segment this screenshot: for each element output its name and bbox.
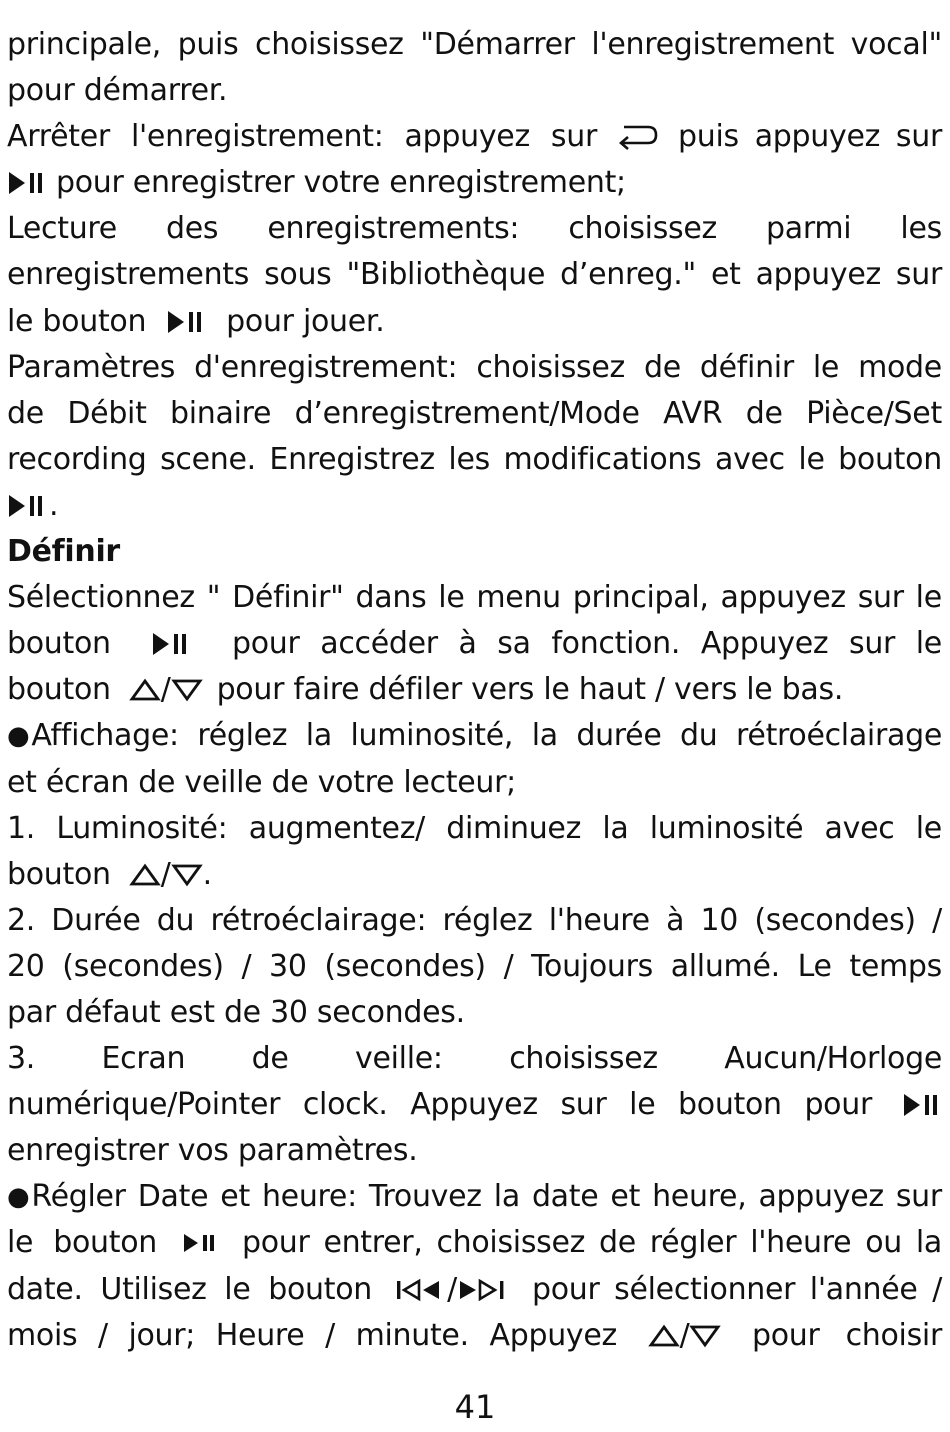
word: choisissez	[509, 1041, 658, 1077]
word: Ecran	[101, 1041, 186, 1077]
word: allumé.	[670, 948, 780, 984]
word: veille:	[355, 1041, 443, 1077]
text-line	[7, 1082, 942, 1128]
word: menu	[476, 580, 561, 616]
word: Toujours	[531, 948, 653, 984]
word: pour	[532, 1271, 600, 1307]
word: temps	[849, 948, 942, 984]
word: d’enreg."	[560, 257, 696, 293]
play-pause-icon	[902, 1092, 942, 1118]
bullet: ●	[7, 721, 30, 752]
word: le	[224, 1271, 251, 1307]
word: choisir	[845, 1317, 942, 1353]
word: sur	[550, 119, 597, 155]
word: recording	[7, 441, 147, 477]
word: sur	[895, 257, 942, 293]
word: du	[156, 902, 195, 938]
document-page	[7, 22, 942, 1359]
word: réglez	[442, 902, 533, 938]
word: le	[812, 349, 840, 385]
word: de	[643, 349, 681, 385]
down-triangle-icon	[171, 863, 203, 887]
word: binaire	[170, 395, 272, 431]
word: luminosité	[649, 810, 804, 846]
word: 10	[700, 902, 739, 938]
word: d’enregistrement/Mode	[294, 395, 640, 431]
word: bouton	[268, 1271, 372, 1307]
text-line	[7, 944, 942, 990]
word: les	[448, 441, 490, 477]
word: Utilisez	[100, 1271, 207, 1307]
word: "Bibliothèque	[346, 257, 546, 293]
text-line	[7, 206, 942, 252]
word: 2.	[7, 902, 36, 938]
word: diminuez	[446, 810, 582, 846]
word: (secondes)	[62, 948, 224, 984]
word: modifications	[503, 441, 702, 477]
word: régler	[649, 1225, 737, 1261]
word: entrer,	[323, 1225, 423, 1261]
text-line: .	[7, 483, 942, 529]
word: sélectionner	[614, 1271, 796, 1307]
word: le	[629, 1087, 656, 1123]
word: Appuyez	[700, 626, 829, 662]
word: Définir"	[232, 580, 344, 616]
word: Aucun/Horloge	[724, 1041, 942, 1077]
word: fonction.	[551, 626, 681, 662]
word: l'enregistrement:	[130, 119, 384, 155]
down-triangle-icon	[171, 678, 203, 702]
text-line	[7, 114, 942, 160]
word: numérique/Pointer	[7, 1087, 281, 1123]
word: de	[745, 395, 783, 431]
word: l'heure	[750, 1225, 852, 1261]
word: pour	[752, 1317, 820, 1353]
word: à	[666, 902, 685, 938]
text-line: enregistrer vos paramètres.	[7, 1133, 418, 1169]
word: le	[438, 580, 465, 616]
word: parmi	[766, 211, 852, 247]
text-line: date. Utilisez le bouton / pour sélectionner l'année /	[7, 1267, 942, 1313]
word: enregistrements	[7, 257, 250, 293]
section-heading: Définir	[7, 534, 120, 570]
word: 20	[7, 948, 45, 984]
word: mode	[858, 349, 942, 385]
text-line: mois / jour; Heure / minute. Appuyez / pour choisir	[7, 1313, 942, 1359]
word: /	[98, 1317, 108, 1353]
text-line: ● Régler Date et heure: Trouvez la date et heure, appuyez sur	[7, 1174, 942, 1220]
play-pause-icon	[166, 309, 206, 335]
word: 30	[269, 948, 307, 984]
word: rétroéclairage:	[210, 902, 427, 938]
word: /	[503, 948, 514, 984]
word: (secondes)	[324, 948, 486, 984]
text-line	[7, 806, 942, 852]
word: bouton	[678, 1087, 782, 1123]
word: des	[166, 211, 219, 247]
text-line: bouton / .	[7, 856, 212, 892]
word: bouton	[53, 1225, 157, 1261]
text-line	[7, 252, 942, 298]
text-line	[7, 22, 942, 68]
word: l'année	[809, 1271, 918, 1307]
word: pour	[242, 1225, 310, 1261]
word: minute.	[355, 1317, 469, 1353]
word: l'heure	[548, 902, 650, 938]
word: définir	[699, 349, 794, 385]
word: enregistrements:	[267, 211, 520, 247]
word: 1.	[7, 810, 36, 846]
text-line	[7, 345, 942, 391]
text-line: bouton pour accéder à sa fonction. Appuyez sur le	[7, 621, 942, 667]
text-line: ● Affichage: réglez la luminosité, la durée du rétroéclairage	[7, 713, 942, 759]
next-track-icon	[457, 1278, 509, 1302]
word: Paramètres	[7, 349, 176, 385]
previous-track-icon	[395, 1278, 447, 1302]
text-line: et écran de veille de votre lecteur;	[7, 764, 516, 800]
word: ou	[865, 1225, 902, 1261]
word: sur	[848, 626, 896, 662]
play-pause-icon	[7, 493, 47, 519]
word: dans	[355, 580, 427, 616]
word: 3.	[7, 1041, 36, 1077]
word: Appuyez	[410, 1087, 538, 1123]
word: principale,	[7, 27, 162, 62]
word: /	[932, 1271, 942, 1307]
word: de	[599, 1225, 636, 1261]
page-number: 41	[454, 1388, 496, 1426]
text-line: pour démarrer.	[7, 73, 228, 109]
word: le	[7, 1225, 34, 1261]
word: choisissez	[476, 349, 625, 385]
word: appuyez	[720, 580, 846, 616]
word: scene.	[160, 441, 256, 477]
word: (secondes)	[754, 902, 916, 938]
word: /	[241, 948, 252, 984]
word: et	[710, 257, 741, 293]
word: appuyez	[404, 119, 530, 155]
word: avec	[714, 441, 785, 477]
word: le	[915, 810, 942, 846]
word: Le	[797, 948, 832, 984]
word: pour	[804, 1087, 872, 1123]
play-pause-icon	[7, 170, 47, 196]
word: sur	[895, 119, 942, 155]
word: AVR	[663, 395, 723, 431]
word: pour	[232, 626, 300, 662]
text-line	[7, 1220, 942, 1266]
bullet: ●	[7, 1182, 30, 1213]
word: Durée	[51, 902, 141, 938]
word: le	[915, 580, 942, 616]
word: "	[206, 580, 221, 616]
word: appuyez	[755, 257, 881, 293]
word: date.	[7, 1271, 83, 1307]
back-arrow-icon	[616, 124, 660, 150]
word: /	[932, 902, 942, 938]
text-line	[7, 575, 942, 621]
word: accéder	[320, 626, 438, 662]
word: jour;	[128, 1317, 196, 1353]
word: sur	[857, 580, 904, 616]
text-line: pour enregistrer votre enregistrement;	[7, 160, 942, 206]
word: puis	[177, 27, 239, 62]
word: sous	[264, 257, 332, 293]
play-pause-icon	[151, 631, 191, 657]
play-pause-icon	[182, 1231, 218, 1255]
up-triangle-icon	[129, 863, 161, 887]
down-triangle-icon	[689, 1324, 721, 1348]
word: sur	[560, 1087, 607, 1123]
word: vocal"	[850, 27, 942, 62]
word: Luminosité:	[56, 810, 228, 846]
text-line: le bouton pour jouer.	[7, 303, 385, 339]
word: de	[251, 1041, 289, 1077]
word: Appuyez	[489, 1317, 617, 1353]
word: la	[915, 1225, 942, 1261]
word: choisissez	[568, 211, 717, 247]
word: Sélectionnez	[7, 580, 195, 616]
word: de	[7, 395, 44, 431]
word: mois	[7, 1317, 78, 1353]
text-line	[7, 1036, 942, 1082]
word: Lecture	[7, 211, 117, 247]
word: d'enregistrement:	[194, 349, 458, 385]
word: le	[915, 626, 942, 662]
text-line	[7, 391, 942, 437]
word: /	[325, 1317, 335, 1353]
word: le	[798, 441, 825, 477]
word: clock.	[302, 1087, 388, 1123]
word: la	[602, 810, 629, 846]
word: Enregistrez	[269, 441, 435, 477]
text-line: bouton / pour faire défiler vers le haut / vers le bas.	[7, 672, 844, 708]
up-triangle-icon	[129, 678, 161, 702]
word: bouton	[838, 441, 942, 477]
text-line: par défaut est de 30 secondes.	[7, 994, 465, 1030]
word: Heure	[215, 1317, 305, 1353]
word: principal,	[572, 580, 709, 616]
word: augmentez/	[248, 810, 425, 846]
word: sa	[497, 626, 531, 662]
word: Pièce/Set	[806, 395, 942, 431]
word: appuyez	[754, 119, 881, 155]
word: Débit	[67, 395, 147, 431]
text-line	[7, 898, 942, 944]
word: puis	[678, 119, 739, 155]
word: les	[900, 211, 942, 247]
up-triangle-icon	[648, 1324, 680, 1348]
text-line	[7, 437, 942, 483]
word: choisissez	[255, 27, 404, 62]
word: Arrêter	[7, 119, 110, 155]
word: à	[458, 626, 477, 662]
word: choisissez	[436, 1225, 586, 1261]
word: avec	[824, 810, 895, 846]
word: "Démarrer	[420, 27, 575, 62]
word: l'enregistrement	[591, 27, 835, 62]
